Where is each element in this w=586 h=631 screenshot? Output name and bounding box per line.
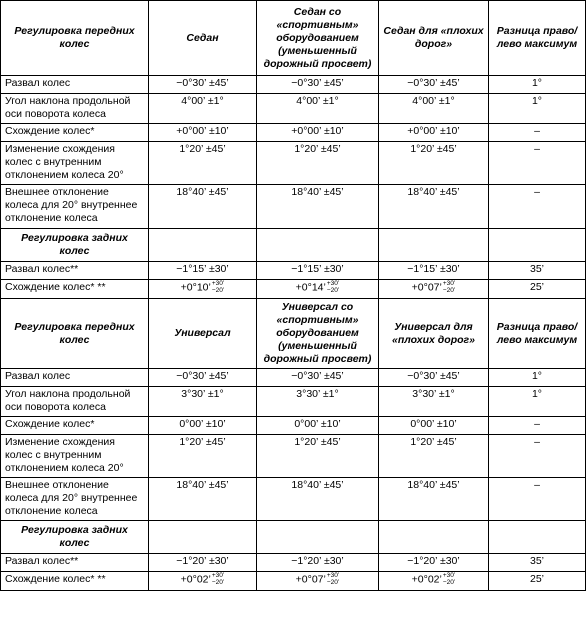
cell-diff: 25’ (489, 280, 586, 299)
header-max-difference: Разница право/ лево максимум (489, 1, 586, 76)
cell-value: −1°15’ ±30’ (379, 262, 489, 280)
cell-diff: 1° (489, 76, 586, 94)
empty-cell (257, 229, 379, 262)
table-row (1, 369, 586, 387)
cell-value (149, 280, 257, 299)
tolerance-lower: −20’ (442, 578, 456, 586)
cell-value (379, 572, 489, 591)
cell-value: −0°30’ ±45’ (149, 369, 257, 387)
cell-value: 1°20’ ±45’ (379, 142, 489, 185)
cell-value: 18°40’ ±45’ (257, 478, 379, 521)
header-front-adjustment: Регулировка передних колес (1, 1, 149, 76)
row-label: Схождение колес* (1, 417, 149, 435)
tolerance-lower: −20’ (211, 578, 225, 586)
tolerance-lower: −20’ (442, 286, 456, 294)
section-wagon (1, 299, 586, 591)
tolerance-upper: +30’ (326, 572, 340, 579)
tolerance-fraction (212, 573, 224, 586)
table-row (1, 94, 586, 124)
table-row (1, 262, 586, 280)
header-sedan-sport: Седан со «спортивным» оборудованием (уменьшенный дорожный просвет) (257, 1, 379, 76)
tolerance-fraction (443, 573, 455, 586)
empty-cell (149, 521, 257, 554)
table-row (1, 185, 586, 229)
tolerance-fraction (443, 281, 455, 294)
cell-value: 4°00’ ±1° (379, 94, 489, 124)
tolerance-upper: +30’ (211, 280, 225, 287)
cell-diff: – (489, 478, 586, 521)
tolerance-upper: +30’ (211, 572, 225, 579)
cell-value: −0°30’ ±45’ (379, 369, 489, 387)
row-label: Угол наклона продольной оси поворота колеса (1, 387, 149, 417)
cell-value (379, 280, 489, 299)
empty-cell (257, 521, 379, 554)
row-label: Изменение схождения колес с внутренним отклонением колеса 20° (1, 142, 149, 185)
row-label: Развал колес (1, 76, 149, 94)
value-main: +0°10’ (180, 281, 211, 294)
cell-value: 1°20’ ±45’ (379, 435, 489, 478)
rear-header-row (1, 521, 586, 554)
cell-diff: – (489, 185, 586, 229)
tolerance-upper: +30’ (442, 572, 456, 579)
empty-cell (149, 229, 257, 262)
table-row (1, 554, 586, 572)
header-row (1, 299, 586, 369)
empty-cell (379, 521, 489, 554)
cell-value: 18°40’ ±45’ (379, 478, 489, 521)
header-sedan-bad-roads: Седан для «плохих дорог» (379, 1, 489, 76)
cell-value: 3°30’ ±1° (257, 387, 379, 417)
cell-value: 18°40’ ±45’ (149, 185, 257, 229)
tolerance-lower: −20’ (326, 286, 340, 294)
cell-value: 3°30’ ±1° (149, 387, 257, 417)
cell-value: +0°00’ ±10’ (149, 124, 257, 142)
cell-value: −1°15’ ±30’ (257, 262, 379, 280)
cell-diff: 35’ (489, 554, 586, 572)
empty-cell (489, 229, 586, 262)
cell-value: 18°40’ ±45’ (379, 185, 489, 229)
cell-diff: 1° (489, 387, 586, 417)
cell-diff: 35’ (489, 262, 586, 280)
table-row (1, 387, 586, 417)
cell-value (257, 280, 379, 299)
row-label: Изменение схождения колес с внутренним отклонением колеса 20° (1, 435, 149, 478)
cell-value: 1°20’ ±45’ (257, 435, 379, 478)
table-row (1, 572, 586, 591)
tolerance-lower: −20’ (211, 286, 225, 294)
header-wagon-sport: Универсал со «спортивным» оборудованием (уменьшенный дорожный просвет) (257, 299, 379, 369)
cell-value: 18°40’ ±45’ (257, 185, 379, 229)
cell-value: −0°30’ ±45’ (149, 76, 257, 94)
value-main: +0°07’ (295, 573, 326, 586)
cell-value: −1°15’ ±30’ (149, 262, 257, 280)
table-row (1, 417, 586, 435)
cell-value: 1°20’ ±45’ (149, 142, 257, 185)
cell-diff: 1° (489, 94, 586, 124)
cell-value: 4°00’ ±1° (257, 94, 379, 124)
cell-value: 18°40’ ±45’ (149, 478, 257, 521)
cell-value: −0°30’ ±45’ (379, 76, 489, 94)
cell-value: −1°20’ ±30’ (149, 554, 257, 572)
section-sedan (1, 1, 586, 299)
header-wagon: Универсал (149, 299, 257, 369)
header-max-difference: Разница право/ лево максимум (489, 299, 586, 369)
cell-diff: – (489, 142, 586, 185)
cell-value: −0°30’ ±45’ (257, 369, 379, 387)
row-label: Внешнее отклонение колеса для 20° внутреннее отклонение колеса (1, 478, 149, 521)
table-row (1, 142, 586, 185)
value-main: +0°14’ (295, 281, 326, 294)
tolerance-upper: +30’ (442, 280, 456, 287)
cell-value: 1°20’ ±45’ (149, 435, 257, 478)
value-main: +0°07’ (411, 281, 442, 294)
table-row (1, 435, 586, 478)
cell-value: +0°00’ ±10’ (379, 124, 489, 142)
tolerance-fraction (212, 281, 224, 294)
cell-value: 0°00’ ±10’ (149, 417, 257, 435)
header-row (1, 1, 586, 76)
cell-diff: – (489, 417, 586, 435)
empty-cell (379, 229, 489, 262)
table-row (1, 76, 586, 94)
table-row (1, 280, 586, 299)
header-rear-adjustment: Регулировка задних колес (1, 521, 149, 554)
header-rear-adjustment: Регулировка задних колес (1, 229, 149, 262)
empty-cell (489, 521, 586, 554)
cell-diff: 1° (489, 369, 586, 387)
header-front-adjustment: Регулировка передних колес (1, 299, 149, 369)
cell-value: −0°30’ ±45’ (257, 76, 379, 94)
row-label: Угол наклона продольной оси поворота колеса (1, 94, 149, 124)
cell-value (149, 572, 257, 591)
row-label: Развал колес** (1, 554, 149, 572)
tolerance-fraction (327, 281, 339, 294)
table-row (1, 478, 586, 521)
row-label: Схождение колес* ** (1, 280, 149, 299)
table-row (1, 124, 586, 142)
header-sedan: Седан (149, 1, 257, 76)
row-label: Схождение колес* ** (1, 572, 149, 591)
cell-value: −1°20’ ±30’ (257, 554, 379, 572)
cell-value (257, 572, 379, 591)
row-label: Внешнее отклонение колеса для 20° внутреннее отклонение колеса (1, 185, 149, 229)
cell-value: 3°30’ ±1° (379, 387, 489, 417)
row-label: Схождение колес* (1, 124, 149, 142)
row-label: Развал колес** (1, 262, 149, 280)
tolerance-lower: −20’ (326, 578, 340, 586)
cell-value: 1°20’ ±45’ (257, 142, 379, 185)
row-label: Развал колес (1, 369, 149, 387)
cell-diff: – (489, 124, 586, 142)
cell-value: 0°00’ ±10’ (379, 417, 489, 435)
cell-value: 4°00’ ±1° (149, 94, 257, 124)
cell-value: +0°00’ ±10’ (257, 124, 379, 142)
tolerance-upper: +30’ (326, 280, 340, 287)
cell-diff: 25’ (489, 572, 586, 591)
value-main: +0°02’ (180, 573, 211, 586)
cell-value: 0°00’ ±10’ (257, 417, 379, 435)
cell-diff: – (489, 435, 586, 478)
cell-value: −1°20’ ±30’ (379, 554, 489, 572)
value-main: +0°02’ (411, 573, 442, 586)
header-wagon-bad-roads: Универсал для «плохих дорог» (379, 299, 489, 369)
tolerance-fraction (327, 573, 339, 586)
rear-header-row (1, 229, 586, 262)
